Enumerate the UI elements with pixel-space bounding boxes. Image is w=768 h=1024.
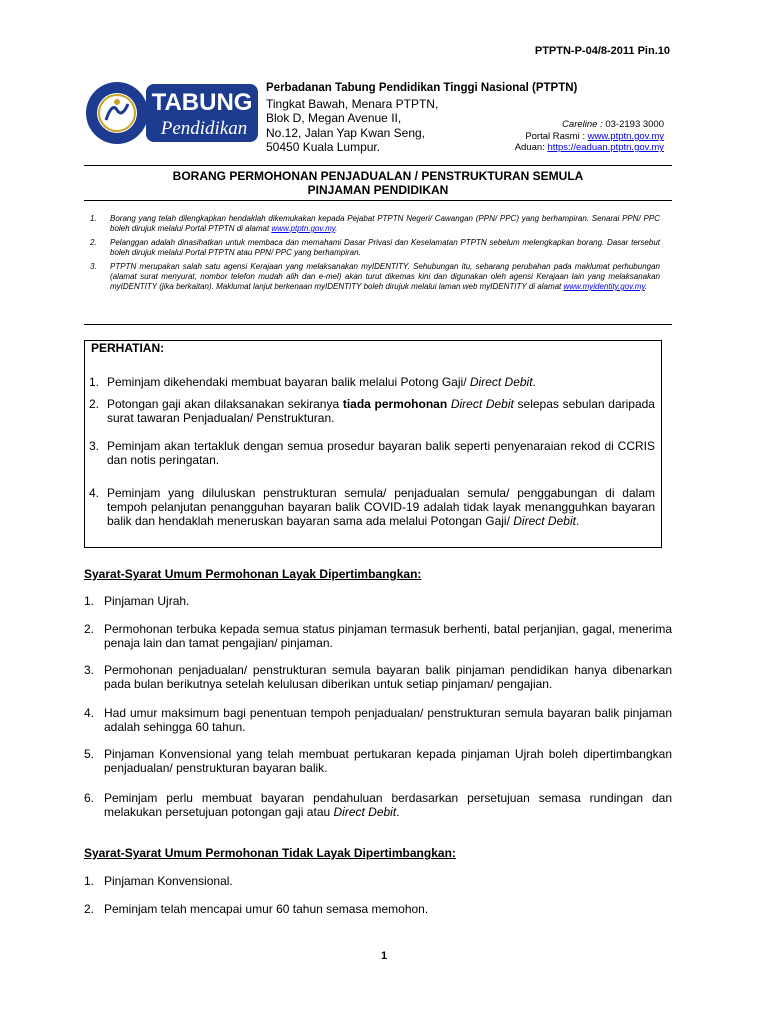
item-number: 4. <box>89 486 100 500</box>
note-item <box>90 262 660 292</box>
item-emphasis: Direct Debit <box>469 375 533 389</box>
note-number: 1. <box>90 214 97 223</box>
eligible-item <box>84 594 672 608</box>
aduan-link[interactable]: https://eaduan.ptptn.gov.my <box>547 142 664 153</box>
careline-value: 03-2193 3000 <box>605 119 664 130</box>
item-text: Peminjam akan tertakluk dengan semua prosedur bayaran balik seperti penyenaraian rekod di CCRIS dan notis peringatan. <box>107 439 655 467</box>
perhatian-item <box>89 439 655 467</box>
note-item <box>90 238 660 258</box>
portal-rasmi <box>525 131 664 142</box>
instruction-notes <box>90 214 660 296</box>
myidentity-link[interactable]: www.myidentity.gov.my <box>563 282 645 291</box>
item-text: Permohonan terbuka kepada semua status pinjaman termasuk berhenti, batal perjanjian, gagal, menerima penaja lain dan tamat pengajian/ pinjaman. <box>104 622 672 650</box>
address-line-2: Blok D, Megan Avenue II, <box>266 111 402 125</box>
document-reference: PTPTN-P-04/8-2011 Pin.10 <box>534 45 670 57</box>
item-number: 3. <box>89 439 100 453</box>
item-number: 5. <box>84 747 95 761</box>
portal-link[interactable]: www.ptptn.gov.my <box>587 131 664 142</box>
item-tail: . <box>532 375 536 389</box>
eligible-item <box>84 747 672 775</box>
page-number: 1 <box>380 950 388 962</box>
item-text <box>107 397 655 425</box>
perhatian-item <box>89 375 655 389</box>
note-tail: . <box>335 224 338 233</box>
section-ineligible-heading: Syarat-Syarat Umum Permohonan Tidak Layak Dipertimbangkan: <box>84 846 456 860</box>
item-text: Pinjaman Konvensional yang telah membuat pertukaran kepada pinjaman Ujrah boleh dipertimbangkan penjadualan/ penstrukturan bayaran balik. <box>104 747 672 775</box>
item-number: 6. <box>84 791 95 805</box>
careline-label: Careline : <box>562 119 603 130</box>
logo-word-2: Pendidikan <box>160 118 248 139</box>
perhatian-item <box>89 397 655 425</box>
item-body: Peminjam dikehendaki membuat bayaran balik melalui Potong Gaji/ <box>107 375 470 389</box>
eligible-item <box>84 663 672 691</box>
section-eligible-heading: Syarat-Syarat Umum Permohonan Layak Dipertimbangkan: <box>84 567 422 581</box>
note-item <box>90 214 660 234</box>
portal-label: Portal Rasmi : <box>525 131 585 142</box>
ptptn-logo-graphic <box>84 80 260 146</box>
note-text <box>110 262 660 292</box>
item-emphasis: Direct Debit <box>450 397 514 411</box>
item-emphasis: Direct Debit <box>333 805 397 819</box>
item-text <box>107 486 655 528</box>
item-tail: selepas sebulan daripada surat tawaran Penjadualan/ Penstrukturan. <box>107 397 655 425</box>
note-text: Pelanggan adalah dinasihatkan untuk membaca dan memahami Dasar Privasi dan Keselamatan PTPTN sebelum melengkapkan borang. Dasar tersebut boleh dirujuk melalui Portal PTPTN atau PPN/ PPC yang berhampiran. <box>110 238 660 257</box>
item-number: 4. <box>84 706 95 720</box>
item-body: Potongan gaji akan dilaksanakan sekiranya <box>107 397 343 411</box>
item-text: Pinjaman Konvensional. <box>104 874 233 888</box>
item-number: 1. <box>84 874 95 888</box>
eligible-item <box>84 622 672 650</box>
eligible-item <box>84 706 672 734</box>
note-tail: . <box>644 282 648 291</box>
item-text: Had umur maksimum bagi penentuan tempoh penjadualan/ penstrukturan semula bayaran balik pinjaman adalah sehingga 60 tahun. <box>104 706 672 734</box>
item-number: 2. <box>89 397 100 411</box>
item-body: Peminjam perlu membuat bayaran pendahuluan berdasarkan persetujuan semasa rundingan dan melakukan persetujuan potongan gaji atau <box>104 791 672 819</box>
item-tail: . <box>575 514 580 528</box>
ptptn-portal-link[interactable]: www.ptptn.gov.my <box>271 224 336 233</box>
item-text: Permohonan penjadualan/ penstrukturan semula bayaran balik pinjaman pendidikan hanya dibenarkan pada bulan berikutnya setelah kelulusan diberikan untuk setiap pinjaman/ pengajian. <box>104 663 672 691</box>
title-top-rule <box>84 165 672 166</box>
ineligible-item <box>84 874 672 888</box>
item-number: 3. <box>84 663 95 677</box>
note-text <box>110 214 660 234</box>
item-text <box>107 375 655 389</box>
perhatian-box <box>84 340 662 548</box>
form-title-line-1: BORANG PERMOHONAN PENJADUALAN / PENSTRUKTURAN SEMULA <box>172 169 584 183</box>
note-number: 3. <box>90 262 97 271</box>
item-number: 2. <box>84 622 95 636</box>
address-line-4: 50450 Kuala Lumpur. <box>266 140 381 154</box>
item-number: 1. <box>89 375 100 389</box>
item-emphasis: Direct Debit <box>513 514 576 528</box>
careline <box>562 119 664 130</box>
ineligible-item <box>84 902 672 916</box>
title-bottom-rule <box>84 200 672 201</box>
perhatian-item <box>89 486 655 528</box>
item-number: 2. <box>84 902 95 916</box>
item-number: 1. <box>84 594 95 608</box>
item-body: Peminjam yang diluluskan penstrukturan semula/ penjadualan semula/ penggabungan di dalam tempoh pelanjutan penangguhan bayaran balik COVID-19 adalah tidak layak menangguhkan bayaran balik dan hendaklah meneruskan bayaran sama ada melalui Potongan Gaji/ <box>107 486 655 528</box>
item-bold: tiada permohonan <box>342 397 448 411</box>
note-body: Borang yang telah dilengkapkan hendaklah dikemukakan kepada Pejabat PTPTN Negeri/ Cawangan (PPN/ PPC) yang berhampiran. Senarai PPN/ PPC boleh dirujuk melalui Portal PTPTN di alamat <box>110 214 660 233</box>
item-text <box>104 791 672 819</box>
item-text: Pinjaman Ujrah. <box>104 594 190 608</box>
address-line-1: Tingkat Bawah, Menara PTPTN, <box>266 97 439 111</box>
note-body: PTPTN merupakan salah satu agensi Kerajaan yang melaksanakan myIDENTITY. Sehubungan itu, sebarang perubahan pada maklumat perhubungan (alamat surat menyurat, nombor telefon mudah alih dan e-mel) akan turut dikemas kini dan digunakan oleh agensi Kerajaan lain yang melaksanakan myIDENTITY (jika berkaitan). Maklumat lanjut berkenaan myIDENTITY boleh dirujuk melalui laman web myIDENTITY di alamat <box>110 262 660 291</box>
item-tail: . <box>396 805 400 819</box>
ptptn-logo <box>84 80 260 146</box>
notes-bottom-rule <box>84 324 672 325</box>
aduan <box>515 142 664 153</box>
note-number: 2. <box>90 238 97 247</box>
item-text: Peminjam telah mencapai umur 60 tahun semasa memohon. <box>104 902 429 916</box>
address-line-3: No.12, Jalan Yap Kwan Seng, <box>266 126 425 140</box>
organization-name: Perbadanan Tabung Pendidikan Tinggi Nasional (PTPTN) <box>266 82 578 94</box>
eligible-item <box>84 791 672 819</box>
aduan-label: Aduan: <box>514 142 545 153</box>
perhatian-title: PERHATIAN: <box>91 341 165 355</box>
logo-word-1: TABUNG <box>151 89 253 116</box>
form-title-line-2: PINJAMAN PENDIDIKAN <box>307 183 449 197</box>
